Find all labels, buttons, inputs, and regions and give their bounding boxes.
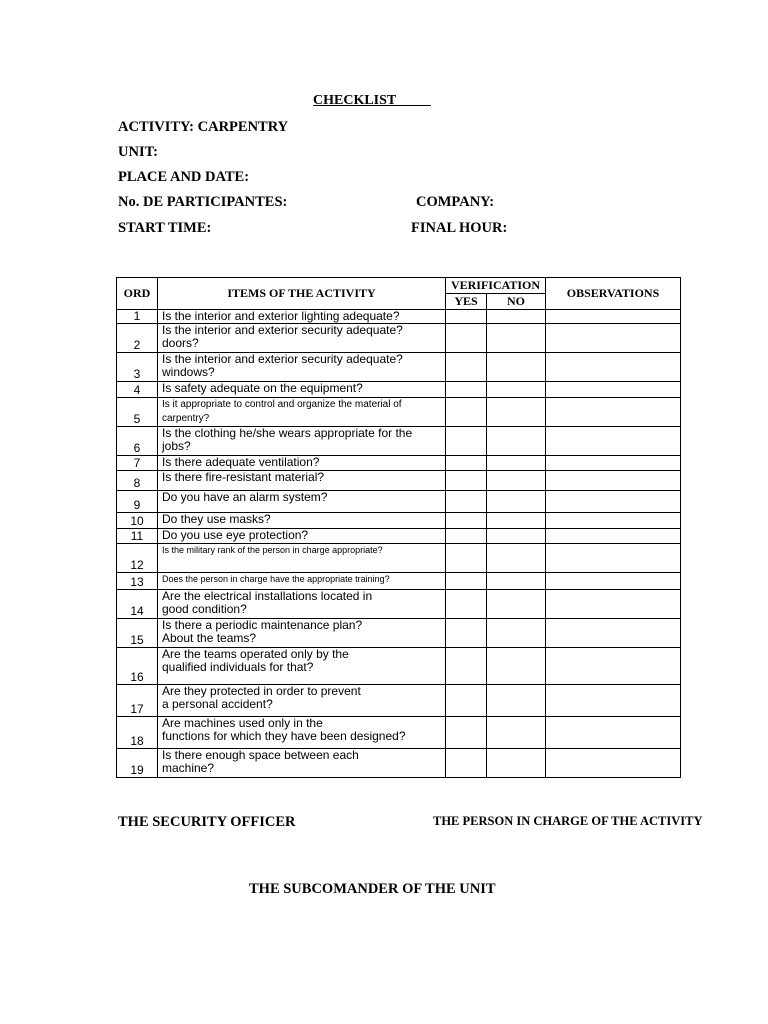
row-item-line: doors? — [162, 336, 199, 350]
row-item — [158, 513, 446, 529]
start-time-label: START TIME: — [118, 220, 212, 236]
table-row — [117, 648, 681, 685]
row-item-line: good condition? — [162, 602, 247, 616]
table-row — [117, 471, 681, 491]
no-cell[interactable] — [487, 717, 546, 749]
table-row — [117, 382, 681, 398]
row-item — [158, 544, 446, 573]
row-ord: 19 — [117, 749, 158, 778]
row-item-line: qualified individuals for that? — [162, 660, 314, 674]
yes-cell[interactable] — [446, 529, 487, 544]
observations-cell[interactable] — [546, 590, 681, 619]
row-item — [158, 427, 446, 456]
yes-cell[interactable] — [446, 324, 487, 353]
row-item — [158, 529, 446, 544]
row-item-line: Are machines used only in the — [162, 716, 323, 730]
no-cell[interactable] — [487, 324, 546, 353]
row-item-line: Is it appropriate to control and organize the material of — [162, 399, 402, 410]
checklist-table — [116, 277, 681, 778]
table-row — [117, 573, 681, 590]
row-ord: 3 — [117, 353, 158, 382]
row-item — [158, 619, 446, 648]
yes-cell[interactable] — [446, 456, 487, 471]
yes-cell[interactable] — [446, 427, 487, 456]
final-hour-label: FINAL HOUR: — [411, 220, 508, 236]
row-item-line: Is the military rank of the person in charge appropriate? — [162, 545, 383, 555]
row-ord: 5 — [117, 398, 158, 427]
row-ord: 18 — [117, 717, 158, 749]
observations-cell[interactable] — [546, 544, 681, 573]
row-item-line: Are the electrical installations located in — [162, 589, 373, 603]
table-row — [117, 513, 681, 529]
row-item-line: Is there a periodic maintenance plan? — [162, 618, 363, 632]
observations-cell[interactable] — [546, 717, 681, 749]
observations-cell[interactable] — [546, 685, 681, 717]
row-ord: 6 — [117, 427, 158, 456]
row-item — [158, 648, 446, 685]
table-row — [117, 324, 681, 353]
yes-cell[interactable] — [446, 310, 487, 324]
no-cell[interactable] — [487, 529, 546, 544]
yes-cell[interactable] — [446, 573, 487, 590]
observations-cell[interactable] — [546, 310, 681, 324]
yes-cell[interactable] — [446, 471, 487, 491]
row-item-line: Is there adequate ventilation? — [162, 455, 320, 469]
row-item-line: Is safety adequate on the equipment? — [162, 381, 363, 395]
yes-cell[interactable] — [446, 398, 487, 427]
row-item-line: a personal accident? — [162, 697, 273, 711]
row-ord: 14 — [117, 590, 158, 619]
row-item — [158, 491, 446, 513]
row-item-line: About the teams? — [162, 631, 257, 645]
row-item-line: jobs? — [162, 439, 191, 453]
person-in-charge-signature: THE PERSON IN CHARGE OF THE ACTIVITY — [433, 814, 703, 828]
no-cell[interactable] — [487, 573, 546, 590]
row-item-line: Are the teams operated only by the — [162, 647, 349, 661]
observations-cell[interactable] — [546, 619, 681, 648]
no-cell[interactable] — [487, 749, 546, 778]
table-row — [117, 685, 681, 717]
table-row — [117, 544, 681, 573]
row-ord: 12 — [117, 544, 158, 573]
row-item-line: Is the interior and exterior security adequate? — [162, 352, 403, 366]
row-item — [158, 382, 446, 398]
row-item-line: Does the person in charge have the appropriate training? — [162, 574, 390, 584]
row-item-line: Is the clothing he/she wears appropriate for the — [162, 426, 413, 440]
no-cell[interactable] — [487, 471, 546, 491]
observations-cell[interactable] — [546, 324, 681, 353]
participants-label: No. DE PARTICIPANTES: — [118, 194, 288, 210]
table-row — [117, 529, 681, 544]
yes-cell[interactable] — [446, 648, 487, 685]
no-cell[interactable] — [487, 544, 546, 573]
table-row — [117, 353, 681, 382]
row-item — [158, 398, 446, 427]
table-row — [117, 619, 681, 648]
no-cell[interactable] — [487, 382, 546, 398]
no-cell[interactable] — [487, 398, 546, 427]
yes-cell[interactable] — [446, 619, 487, 648]
observations-cell[interactable] — [546, 427, 681, 456]
no-cell[interactable] — [487, 427, 546, 456]
row-item — [158, 749, 446, 778]
row-item-line: carpentry? — [162, 413, 210, 424]
row-item — [158, 353, 446, 382]
activity-label: ACTIVITY: CARPENTRY — [118, 119, 289, 135]
header-items: ITEMS OF THE ACTIVITY — [158, 278, 446, 310]
security-officer-signature: THE SECURITY OFFICER — [118, 814, 296, 830]
row-item — [158, 717, 446, 749]
table-row — [117, 310, 681, 324]
row-item — [158, 310, 446, 324]
title-text: CHECKLIST — [313, 93, 396, 108]
row-ord: 15 — [117, 619, 158, 648]
row-item — [158, 471, 446, 491]
row-ord: 7 — [117, 456, 158, 471]
no-cell[interactable] — [487, 491, 546, 513]
checklist-body — [117, 310, 681, 778]
row-item-line: Do you use eye protection? — [162, 528, 309, 542]
row-item-line: machine? — [162, 761, 215, 775]
header-verification: VERIFICATION — [446, 278, 546, 294]
yes-cell[interactable] — [446, 590, 487, 619]
row-ord: 4 — [117, 382, 158, 398]
yes-cell[interactable] — [446, 513, 487, 529]
yes-cell[interactable] — [446, 353, 487, 382]
observations-cell[interactable] — [546, 353, 681, 382]
yes-cell[interactable] — [446, 749, 487, 778]
row-ord: 11 — [117, 529, 158, 544]
table-row — [117, 491, 681, 513]
yes-cell[interactable] — [446, 717, 487, 749]
row-ord: 8 — [117, 471, 158, 491]
title-blank — [396, 93, 431, 108]
observations-cell[interactable] — [546, 471, 681, 491]
header-no: NO — [487, 294, 546, 310]
row-item-line: Is the interior and exterior security adequate? — [162, 323, 403, 337]
yes-cell[interactable] — [446, 685, 487, 717]
row-item-line: windows? — [162, 365, 215, 379]
yes-cell[interactable] — [446, 382, 487, 398]
table-row — [117, 398, 681, 427]
row-ord: 10 — [117, 513, 158, 529]
row-ord: 1 — [117, 310, 158, 324]
observations-cell[interactable] — [546, 573, 681, 590]
observations-cell[interactable] — [546, 382, 681, 398]
row-ord: 9 — [117, 491, 158, 513]
no-cell[interactable] — [487, 456, 546, 471]
table-row — [117, 456, 681, 471]
row-item — [158, 324, 446, 353]
observations-cell[interactable] — [546, 529, 681, 544]
row-item — [158, 456, 446, 471]
row-item-line: Is the interior and exterior lighting adequate? — [162, 309, 400, 323]
row-item — [158, 573, 446, 590]
no-cell[interactable] — [487, 310, 546, 324]
observations-cell[interactable] — [546, 398, 681, 427]
company-label: COMPANY: — [416, 194, 495, 210]
table-row — [117, 590, 681, 619]
row-ord: 13 — [117, 573, 158, 590]
no-cell[interactable] — [487, 648, 546, 685]
no-cell[interactable] — [487, 619, 546, 648]
header-ord: ORD — [117, 278, 158, 310]
header-yes: YES — [446, 294, 487, 310]
header-observations: OBSERVATIONS — [546, 278, 681, 310]
row-item-line: functions for which they have been designed? — [162, 729, 406, 743]
no-cell[interactable] — [487, 513, 546, 529]
row-item-line: Are they protected in order to prevent — [162, 684, 361, 698]
table-row — [117, 749, 681, 778]
row-ord: 17 — [117, 685, 158, 717]
observations-cell[interactable] — [546, 456, 681, 471]
observations-cell[interactable] — [546, 648, 681, 685]
row-item — [158, 590, 446, 619]
row-item-line: Do they use masks? — [162, 512, 271, 526]
no-cell[interactable] — [487, 590, 546, 619]
row-item-line: Is there enough space between each — [162, 748, 359, 762]
row-item-line: Is there fire-resistant material? — [162, 470, 325, 484]
observations-cell[interactable] — [546, 513, 681, 529]
table-row — [117, 427, 681, 456]
table-row — [117, 717, 681, 749]
place-date-label: PLACE AND DATE: — [118, 169, 250, 185]
yes-cell[interactable] — [446, 544, 487, 573]
observations-cell[interactable] — [546, 491, 681, 513]
observations-cell[interactable] — [546, 749, 681, 778]
no-cell[interactable] — [487, 685, 546, 717]
row-ord: 2 — [117, 324, 158, 353]
row-item-line: Do you have an alarm system? — [162, 490, 328, 504]
row-item — [158, 685, 446, 717]
row-ord: 16 — [117, 648, 158, 685]
unit-label: UNIT: — [118, 144, 159, 160]
document-title — [313, 93, 431, 109]
subcommander-signature: THE SUBCOMANDER OF THE UNIT — [249, 881, 496, 897]
no-cell[interactable] — [487, 353, 546, 382]
yes-cell[interactable] — [446, 491, 487, 513]
